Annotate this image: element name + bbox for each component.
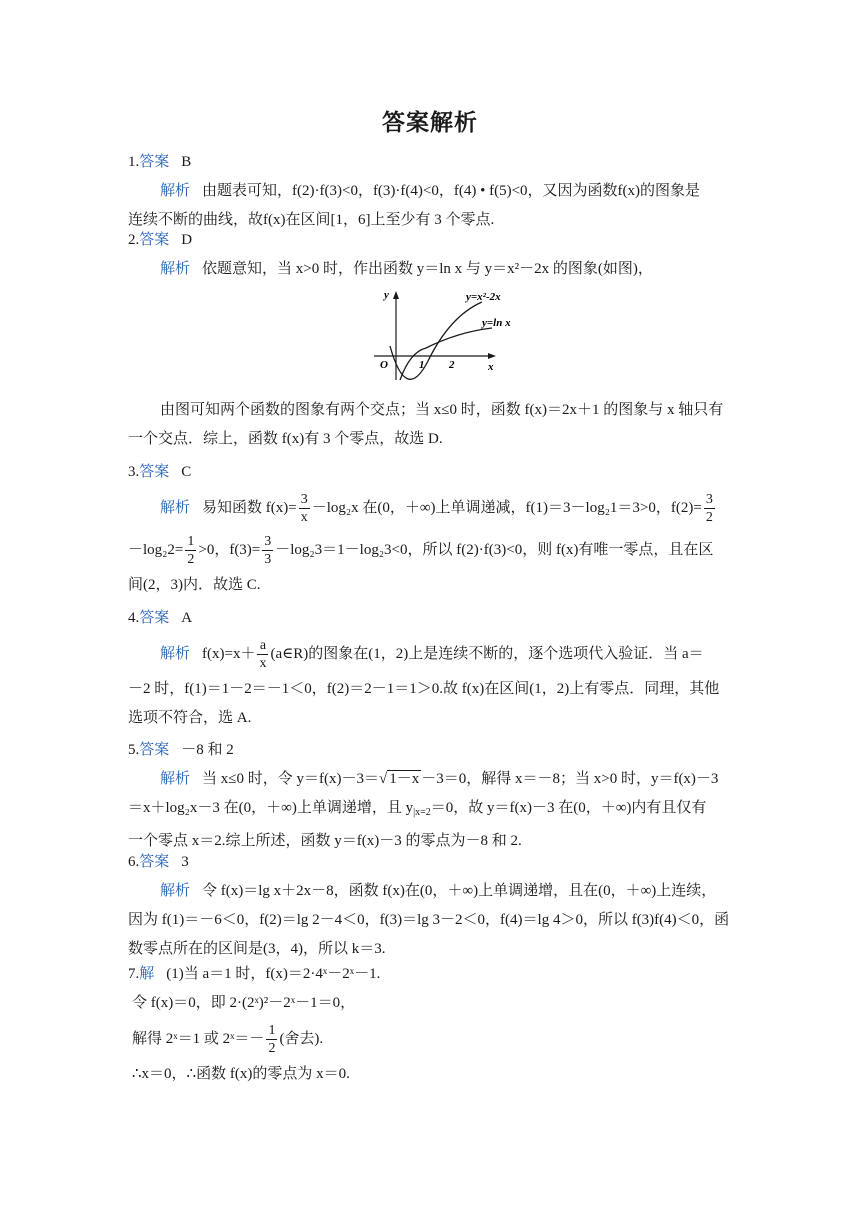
sqrt-radicand: 1－x xyxy=(389,771,420,787)
answer-label: 答案 xyxy=(139,154,170,170)
sqrt-symbol-icon: √ xyxy=(378,771,388,787)
fraction: $\frac{3}{2}$ xyxy=(705,492,713,526)
fraction: $\frac{3}{x}$ xyxy=(300,492,308,526)
page-title: 答案解析 xyxy=(382,110,478,135)
question-2-cont: 由图可知两个函数的图象有两个交点；当 x≤0 时，函数 f(x)＝2x＋1 的图象与 x 轴只有 一个交点．综上，函数 f(x)有 3 个零点，故选 D. xyxy=(128,402,724,447)
question-2: 2.答案 D 解析 依题意知，当 x>0 时，作出函数 y＝ln x 与 y＝x²－2x 的图象(如图)， xyxy=(128,232,653,277)
fraction: $\frac{a}{x}$ xyxy=(259,638,267,672)
origin-label: O xyxy=(380,359,388,371)
tick-label-1: 1 xyxy=(419,359,425,371)
x-axis-arrow-icon xyxy=(488,353,496,359)
analysis-label: 解析 xyxy=(160,771,191,787)
fraction: $\frac{1}{2}$ xyxy=(268,1023,276,1057)
answer-value: 3 xyxy=(181,854,189,870)
y-axis-arrow-icon xyxy=(393,291,399,299)
curve-log xyxy=(400,328,492,380)
answer-value: C xyxy=(181,464,192,480)
x-axis-label: x xyxy=(488,361,494,373)
answer-label: 答案 xyxy=(139,854,170,870)
curve-label-log: y=ln x xyxy=(482,317,511,329)
answer-label: 答案 xyxy=(139,742,170,758)
question-1: 1.答案 B 解析 由题表可知，f(2)·f(3)<0，f(3)·f(4)<0，f(4) • f(5)<0，又因为函数f(x)的图象是 连续不断的曲线，故f(x)在区间[1，6]上至少有 3 个零点. xyxy=(128,154,701,228)
solution-label: 解 xyxy=(139,966,155,982)
question-7: 7.解 (1)当 a＝1 时，f(x)＝2·4ˣ－2ˣ－1. 令 f(x)＝0，即 2·(2ˣ)²－2ˣ－1＝0， 解得 2ˣ＝1 或 2ˣ＝－ $\frac{1}{2}$ (舍去). ∴x＝0，∴函数 f(x)的零点为 x＝0. xyxy=(128,966,381,1082)
analysis-label: 解析 xyxy=(160,646,191,662)
answer-label: 答案 xyxy=(139,464,170,480)
answer-label: 答案 xyxy=(139,610,170,626)
analysis-label: 解析 xyxy=(160,883,191,899)
answer-value: B xyxy=(181,154,192,170)
fraction: $\frac{1}{2}$ xyxy=(187,534,195,568)
question-3: 3.答案 C 解析 易知函数 f(x)= $\frac{3}{x}$ －log₂x 在(0，＋∞)上单调递减，f(1)＝3－log₂1＝3>0，f(2)= $\frac{3}{2}$ －log₂2= $\frac{1}{2}$ >0，f(3)= $\frac{3}{3}$ －log₂3＝1－log₂3<0，所以 f(2)·f(3)<0，则 f(x)有唯一零点，且在区 间(2，3)内．故选 C. xyxy=(128,464,714,593)
curve-parabola xyxy=(390,302,482,379)
question-5: 5.答案 －8 和 2 解析 当 x≤0 时，令 y＝f(x)－3＝√ 1－x －3＝0，解得 x＝－8；当 x>0 时，y＝f(x)－3 ＝x＋log₂x－3 在(0，＋∞)上单调递增，且 $y_{|x=2}=0$，故 y＝f(x)－3 在(0，＋∞)内有且仅有 一个零点 x＝2.综上所述，函数 y＝f(x)－3 的零点为－8 和 2. xyxy=(128,742,719,849)
question-4: 4.答案 A 解析 f(x)=x＋ $\frac{a}{x}$ (a∈R)的图象在(1，2)上是连续不断的，逐个选项代入验证．当 a＝ －2 时，f(1)＝1－2＝－1＜0，f(2)＝2－1＝1＞0.故 f(x)在区间(1，2)上有零点．同理，其他 选项不符合，选 A. xyxy=(128,610,720,726)
tick-label-2: 2 xyxy=(449,359,455,371)
answer-value: D xyxy=(181,232,193,248)
curve-label-parabola: y=x²-2x xyxy=(466,291,501,303)
answer-label: 答案 xyxy=(139,232,170,248)
analysis-label: 解析 xyxy=(160,183,191,199)
analysis-label: 解析 xyxy=(160,261,191,277)
y-axis-label: y xyxy=(384,289,389,301)
answer-value: －8 和 2 xyxy=(181,742,234,758)
question-6: 6.答案 3 解析 令 f(x)＝lg x＋2x－8，函数 f(x)在(0，＋∞)上单调递增，且在(0，＋∞)上连续， 因为 f(1)＝－6＜0，f(2)＝lg 2－4＜0，f(3)＝lg 3－2＜0，f(4)＝lg 4＞0，所以 f(3)f(4)＜0，函 数零点所在的区间是(3，4)，所以 k＝3. xyxy=(128,854,730,957)
analysis-label: 解析 xyxy=(160,500,191,516)
answer-value: A xyxy=(181,610,193,626)
fraction: $\frac{3}{3}$ xyxy=(264,534,272,568)
function-graph xyxy=(370,286,530,382)
